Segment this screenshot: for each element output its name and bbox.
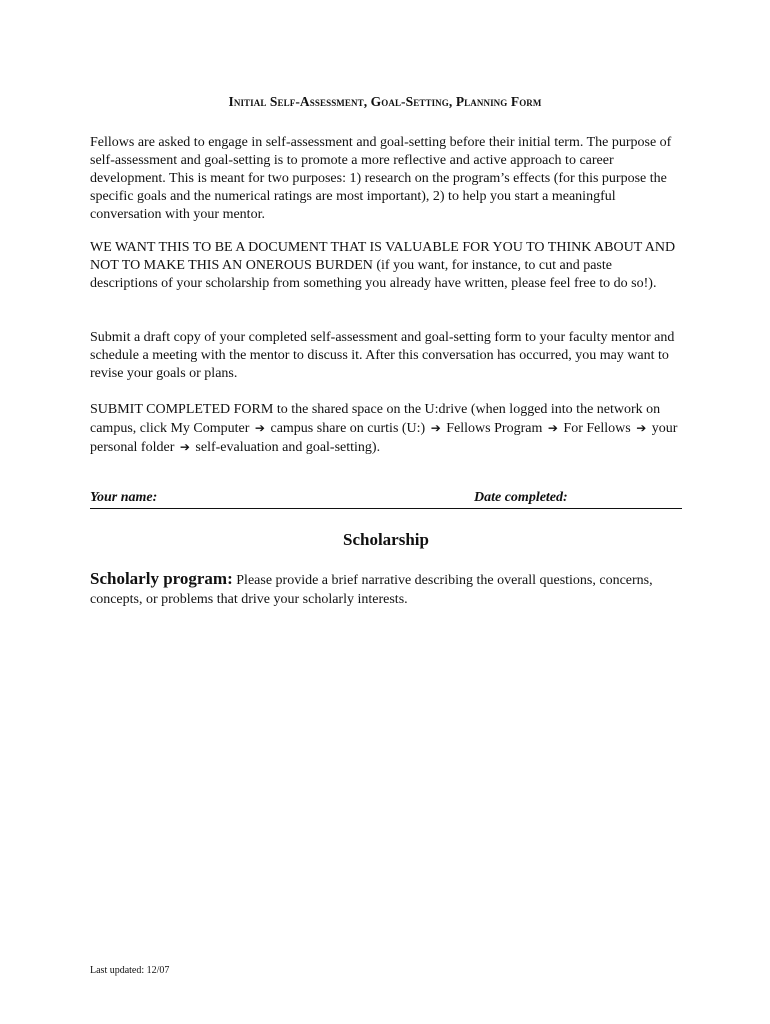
arrow-right-icon: ➔ bbox=[430, 421, 441, 435]
scholarly-program-label: Scholarly program: bbox=[90, 569, 233, 588]
your-name-label: Your name: bbox=[90, 490, 158, 505]
path-step-for-fellows: For Fellows bbox=[563, 421, 631, 436]
last-updated-footer: Last updated: 12/07 bbox=[90, 965, 170, 976]
submit-draft-paragraph: Submit a draft copy of your completed self-assessment and goal-setting form to your faculty mentor and schedule a meeting with the mentor to discuss it. After this conversation has occurred, you may want to revise your goals or plans. bbox=[90, 330, 675, 381]
intro-paragraph: Fellows are asked to engage in self-assessment and goal-setting before their initial term. The purpose of self-assessment and goal-setting is to promote a more reflective and active approach to career development. This is meant for two purposes: 1) research on the program’s effects (for this purpose the specific goals and the numerical ratings are most important), 2) to help you start a meaningful conversation with your mentor. bbox=[90, 135, 672, 222]
date-completed-label: Date completed: bbox=[474, 490, 568, 505]
submit-location-paragraph bbox=[90, 401, 682, 457]
path-step-self-evaluation: self-evaluation and goal-setting). bbox=[195, 440, 381, 455]
arrow-right-icon: ➔ bbox=[636, 421, 647, 435]
scholarly-program-prompt bbox=[90, 569, 682, 609]
form-title: Initial Self-Assessment, Goal-Setting, Planning Form bbox=[228, 94, 542, 109]
path-step-fellows-program: Fellows Program bbox=[446, 421, 543, 436]
scholarship-heading: Scholarship bbox=[343, 530, 429, 549]
name-date-field-row[interactable] bbox=[90, 490, 682, 509]
submit-location-intro: SUBMIT COMPLETED FORM to the shared space on the U:drive (when logged into the network on campus, click My Computer bbox=[90, 402, 661, 436]
notice-paragraph: WE WANT THIS TO BE A DOCUMENT THAT IS VALUABLE FOR YOU TO THINK ABOUT AND NOT TO MAKE THIS AN ONEROUS BURDEN (if you want, for instance, to cut and paste descriptions of your scholarship from something you already have written, please feel free to do so!). bbox=[90, 240, 676, 291]
scholarly-program-text: Please provide a brief narrative describing the overall questions, concerns, concepts, or problems that drive your scholarly interests. bbox=[90, 573, 653, 607]
arrow-right-icon: ➔ bbox=[547, 421, 558, 435]
path-step-campus-share: campus share on curtis (U:) bbox=[270, 421, 426, 436]
path-step-personal-folder: your personal folder bbox=[90, 421, 678, 455]
arrow-right-icon: ➔ bbox=[254, 421, 265, 435]
arrow-right-icon: ➔ bbox=[179, 440, 190, 454]
